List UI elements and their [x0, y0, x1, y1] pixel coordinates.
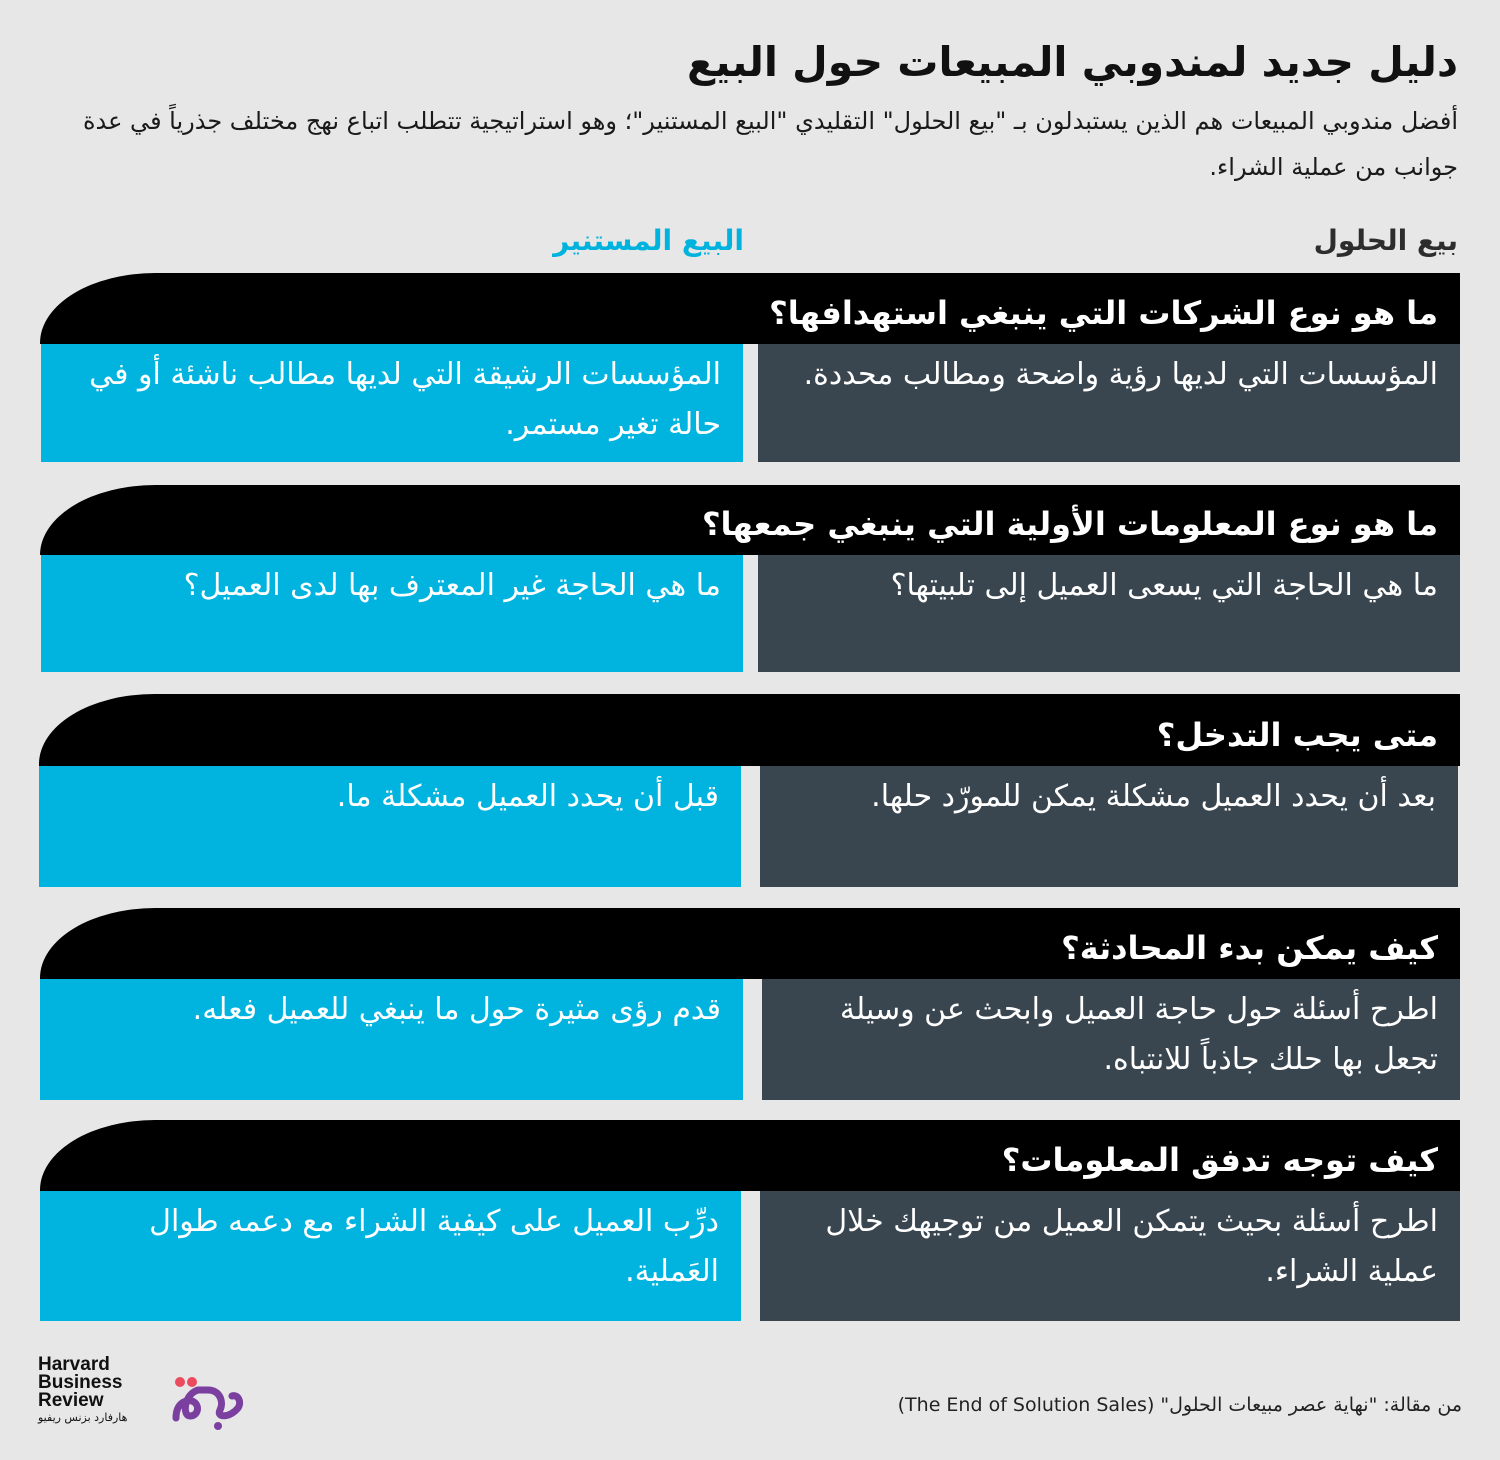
- solution-sales-cell: المؤسسات التي لديها رؤية واضحة ومطالب محددة.: [758, 344, 1460, 462]
- insight-selling-cell: قدم رؤى مثيرة حول ما ينبغي للعميل فعله.: [40, 979, 743, 1100]
- solution-sales-cell: اطرح أسئلة بحيث يتمكن العميل من توجيهك خلال عملية الشراء.: [760, 1191, 1460, 1321]
- question-bar: كيف توجه تدفق المعلومات؟: [40, 1120, 1460, 1191]
- insight-selling-cell: ما هي الحاجة غير المعترف بها لدى العميل؟: [41, 555, 743, 672]
- column-heading-solution-sales: بيع الحلول: [1313, 224, 1458, 257]
- question-bar: كيف يمكن بدء المحادثة؟: [40, 908, 1460, 979]
- insight-selling-cell: درِّب العميل على كيفية الشراء مع دعمه طوال العَملية.: [40, 1191, 741, 1321]
- hbr-logo: [38, 1356, 158, 1426]
- page-title: دليل جديد لمندوبي المبيعات حول البيع: [686, 38, 1458, 86]
- hbr-logo-arabic: هارفارد بزنس ريفيو: [38, 1411, 128, 1424]
- column-heading-insight-selling: البيع المستنير: [553, 224, 744, 257]
- insight-selling-cell: قبل أن يحدد العميل مشكلة ما.: [39, 766, 741, 887]
- solution-sales-cell: بعد أن يحدد العميل مشكلة يمكن للمورّد حلها.: [760, 766, 1458, 887]
- insight-selling-cell: المؤسسات الرشيقة التي لديها مطالب ناشئة أو في حالة تغير مستمر.: [41, 344, 743, 462]
- source-note: من مقالة: "نهاية عصر مبيعات الحلول" (The End of Solution Sales): [897, 1394, 1462, 1416]
- solution-sales-cell: اطرح أسئلة حول حاجة العميل وابحث عن وسيلة تجعل بها حلك جاذباً للانتباه.: [762, 979, 1460, 1100]
- solution-sales-cell: ما هي الحاجة التي يسعى العميل إلى تلبيتها؟: [758, 555, 1460, 672]
- majarra-logo: [168, 1372, 250, 1430]
- hbr-logo-word: Review: [38, 1390, 104, 1411]
- question-bar: ما هو نوع الشركات التي ينبغي استهدافها؟: [40, 273, 1460, 344]
- question-bar: ما هو نوع المعلومات الأولية التي ينبغي جمعها؟: [40, 485, 1460, 555]
- page-subtitle: أفضل مندوبي المبيعات هم الذين يستبدلون بـ "بيع الحلول" التقليدي "البيع المستنير"؛ وهو استراتيجية تتطلب اتباع نهج مختلف جذرياً في عدة جوانب من عملية الشراء.: [82, 107, 1458, 181]
- question-bar: متى يجب التدخل؟: [39, 694, 1460, 766]
- hbr-logo-word: Harvard: [38, 1354, 110, 1375]
- hbr-logo-word: Business: [38, 1372, 123, 1393]
